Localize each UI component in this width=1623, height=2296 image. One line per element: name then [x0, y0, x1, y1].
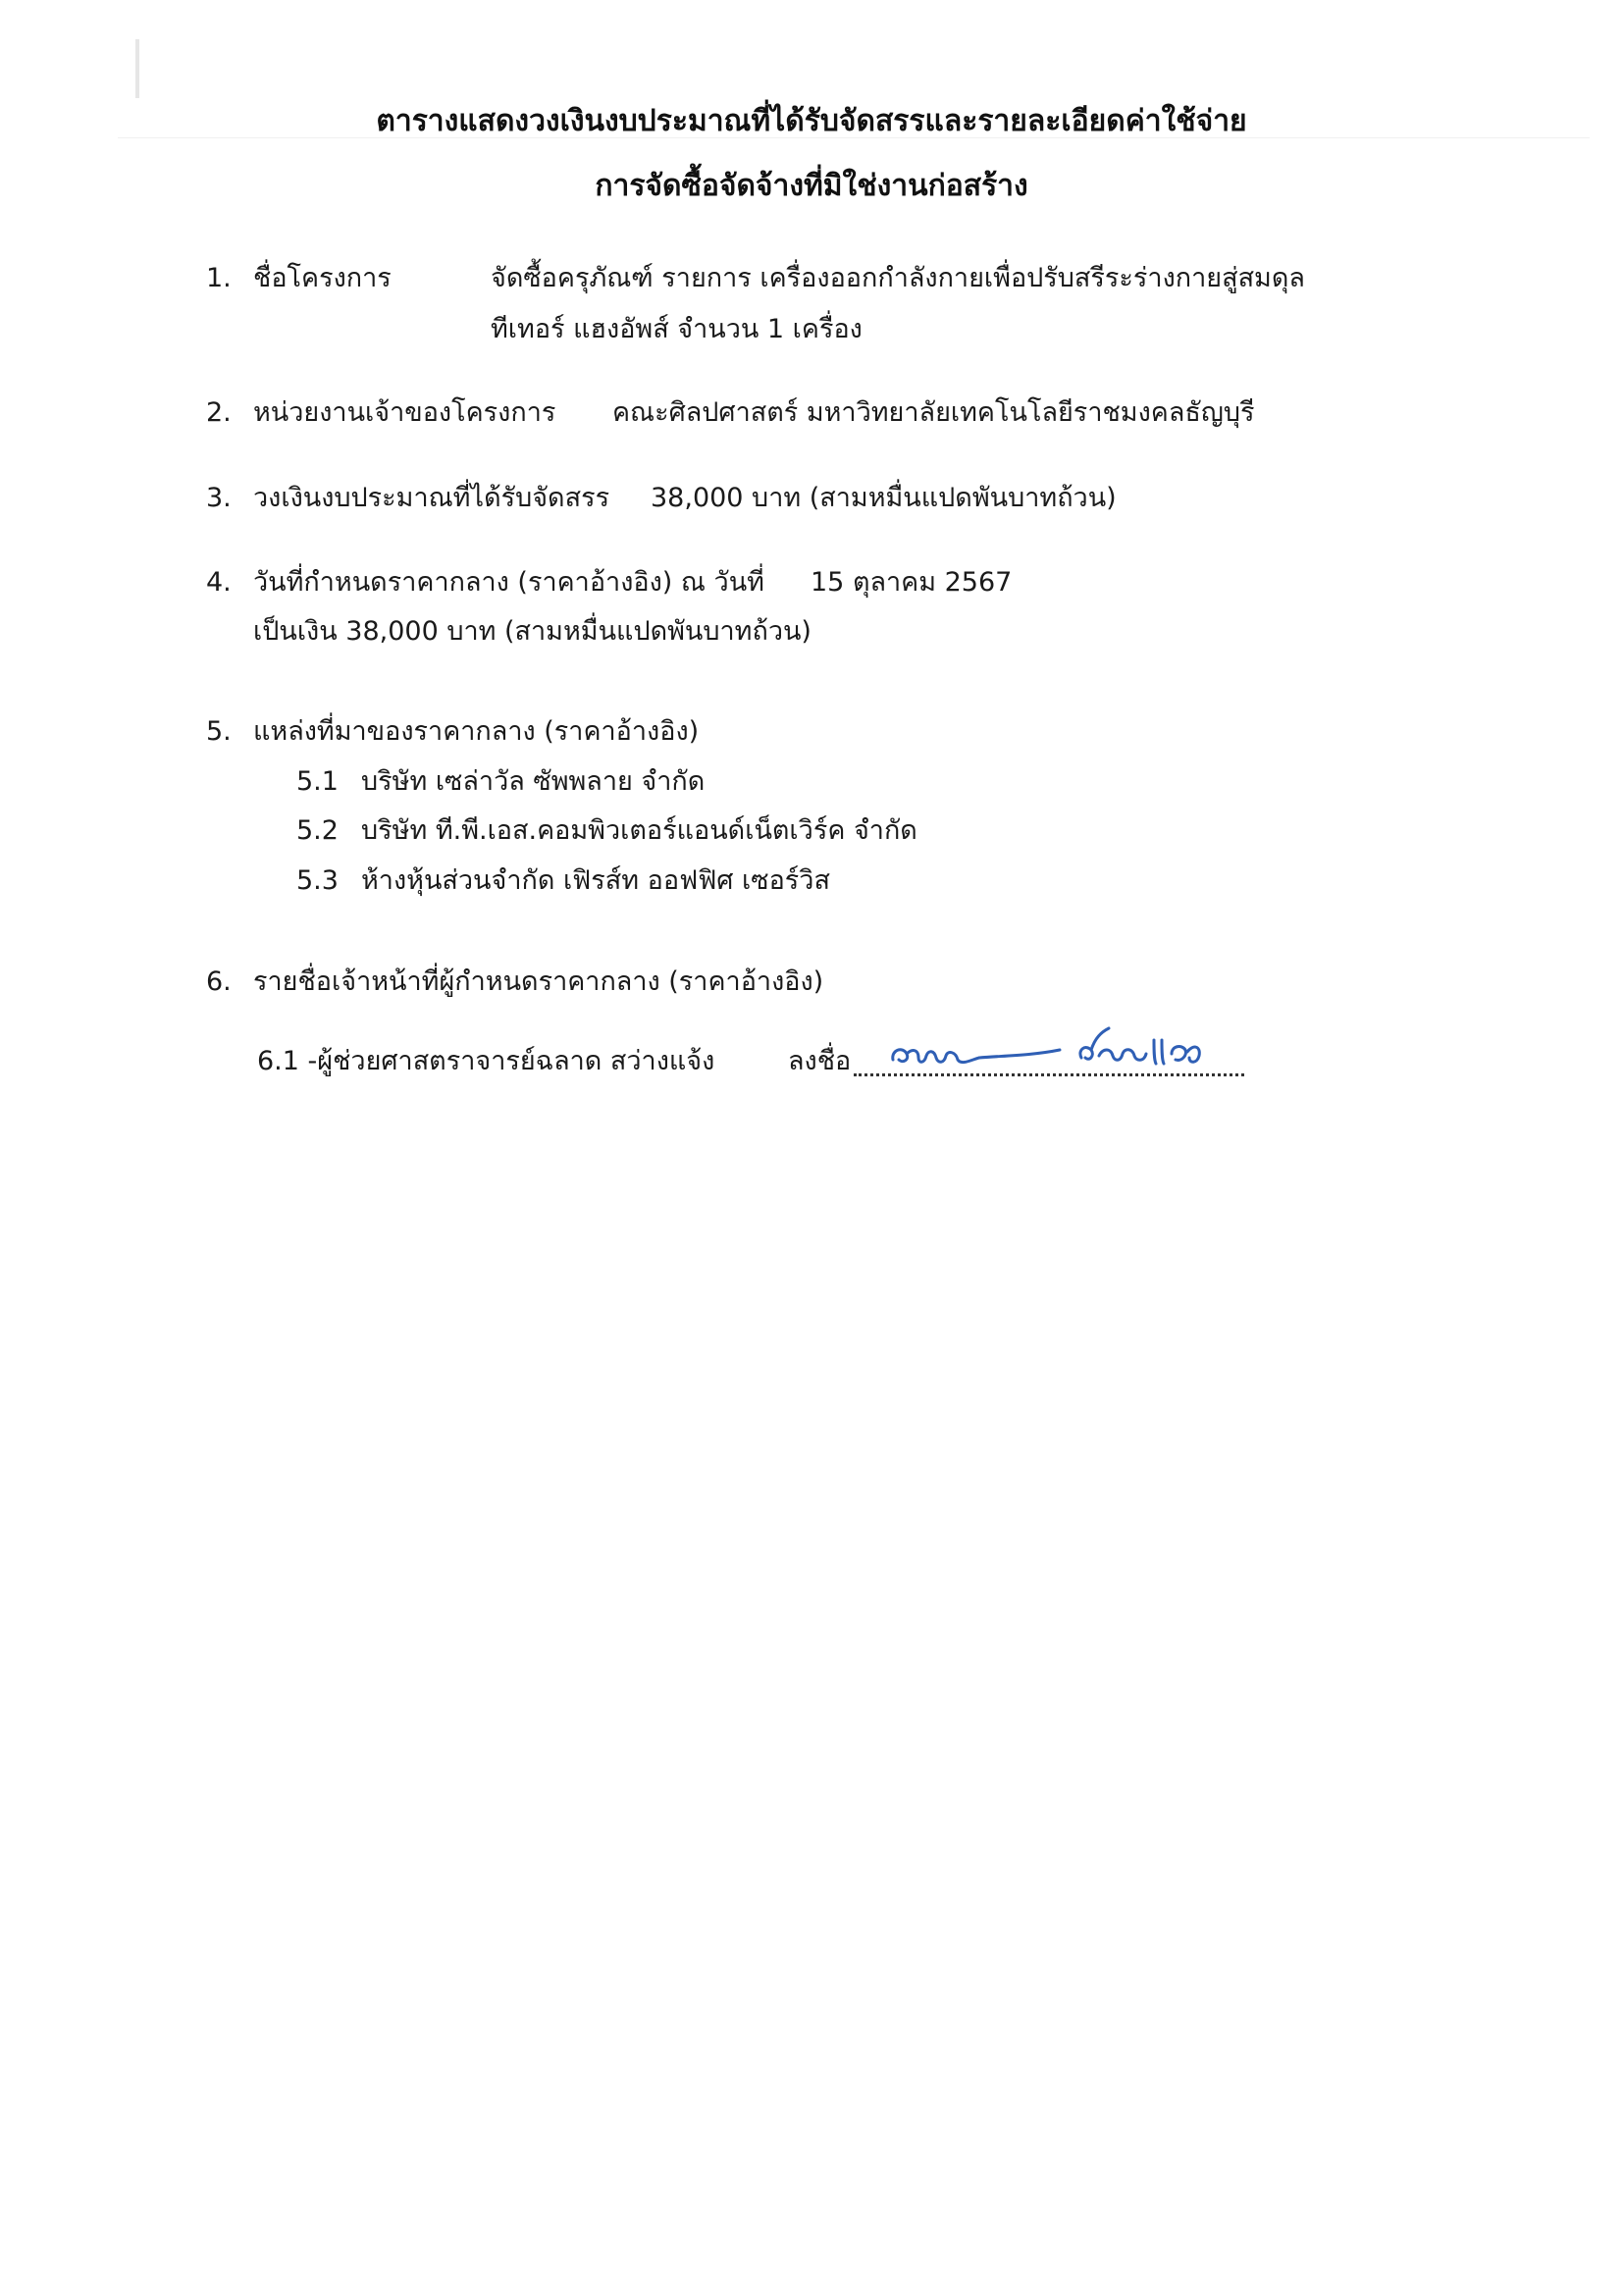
- item-1-value-line2: ทีเทอร์ แฮงอัพส์ จำนวน 1 เครื่อง: [491, 314, 863, 344]
- item-1-number: 1.: [206, 263, 232, 293]
- item-4-label: วันที่กำหนดราคากลาง (ราคาอ้างอิง) ณ วันที่: [253, 567, 764, 598]
- signature-label: ลงชื่อ: [788, 1046, 852, 1076]
- item-5-number: 5.: [206, 716, 232, 747]
- document-title-line2: การจัดซื้อจัดจ้างที่มิใช่งานก่อสร้าง: [595, 169, 1028, 203]
- source-number: 5.1: [296, 766, 339, 797]
- source-number: 5.2: [296, 815, 339, 846]
- item-2-number: 2.: [206, 397, 232, 428]
- item-4-value-line2: เป็นเงิน 38,000 บาท (สามหมื่นแปดพันบาทถ้วน): [253, 616, 812, 647]
- scan-artifact: [135, 39, 139, 98]
- item-6-label: รายชื่อเจ้าหน้าที่ผู้กำหนดราคากลาง (ราคาอ้างอิง): [253, 966, 824, 997]
- item-3-number: 3.: [206, 483, 232, 513]
- item-2-label: หน่วยงานเจ้าของโครงการ: [253, 397, 556, 428]
- item-2-value: คณะศิลปศาสตร์ มหาวิทยาลัยเทคโนโลยีราชมงคลธัญบุรี: [612, 397, 1255, 428]
- source-item: บริษัท เซล่าวัล ซัพพลาย จำกัด: [361, 766, 706, 797]
- item-3-value: 38,000 บาท (สามหมื่นแปดพันบาทถ้วน): [651, 483, 1117, 513]
- handwritten-signature: [864, 1011, 1236, 1079]
- item-6-number: 6.: [206, 966, 232, 997]
- source-number: 5.3: [296, 865, 339, 896]
- item-3-label: วงเงินงบประมาณที่ได้รับจัดสรร: [253, 483, 610, 513]
- item-1-label: ชื่อโครงการ: [253, 263, 392, 293]
- source-item: ห้างหุ้นส่วนจำกัด เฟิรส์ท ออฟฟิศ เซอร์วิส: [361, 865, 830, 896]
- officer-name: 6.1 -ผู้ช่วยศาสตราจารย์ฉลาด สว่างแจ้ง: [257, 1046, 715, 1076]
- item-4-number: 4.: [206, 567, 232, 598]
- source-item: บริษัท ที.พี.เอส.คอมพิวเตอร์แอนด์เน็ตเวิร์ค จำกัด: [361, 815, 917, 846]
- item-4-date: 15 ตุลาคม 2567: [811, 567, 1013, 598]
- document-title-line1: ตารางแสดงวงเงินงบประมาณที่ได้รับจัดสรรและรายละเอียดค่าใช้จ่าย: [376, 104, 1247, 138]
- item-5-label: แหล่งที่มาของราคากลาง (ราคาอ้างอิง): [253, 716, 700, 747]
- item-1-value-line1: จัดซื้อครุภัณฑ์ รายการ เครื่องออกกำลังกายเพื่อปรับสรีระร่างกายสู่สมดุล: [491, 263, 1305, 293]
